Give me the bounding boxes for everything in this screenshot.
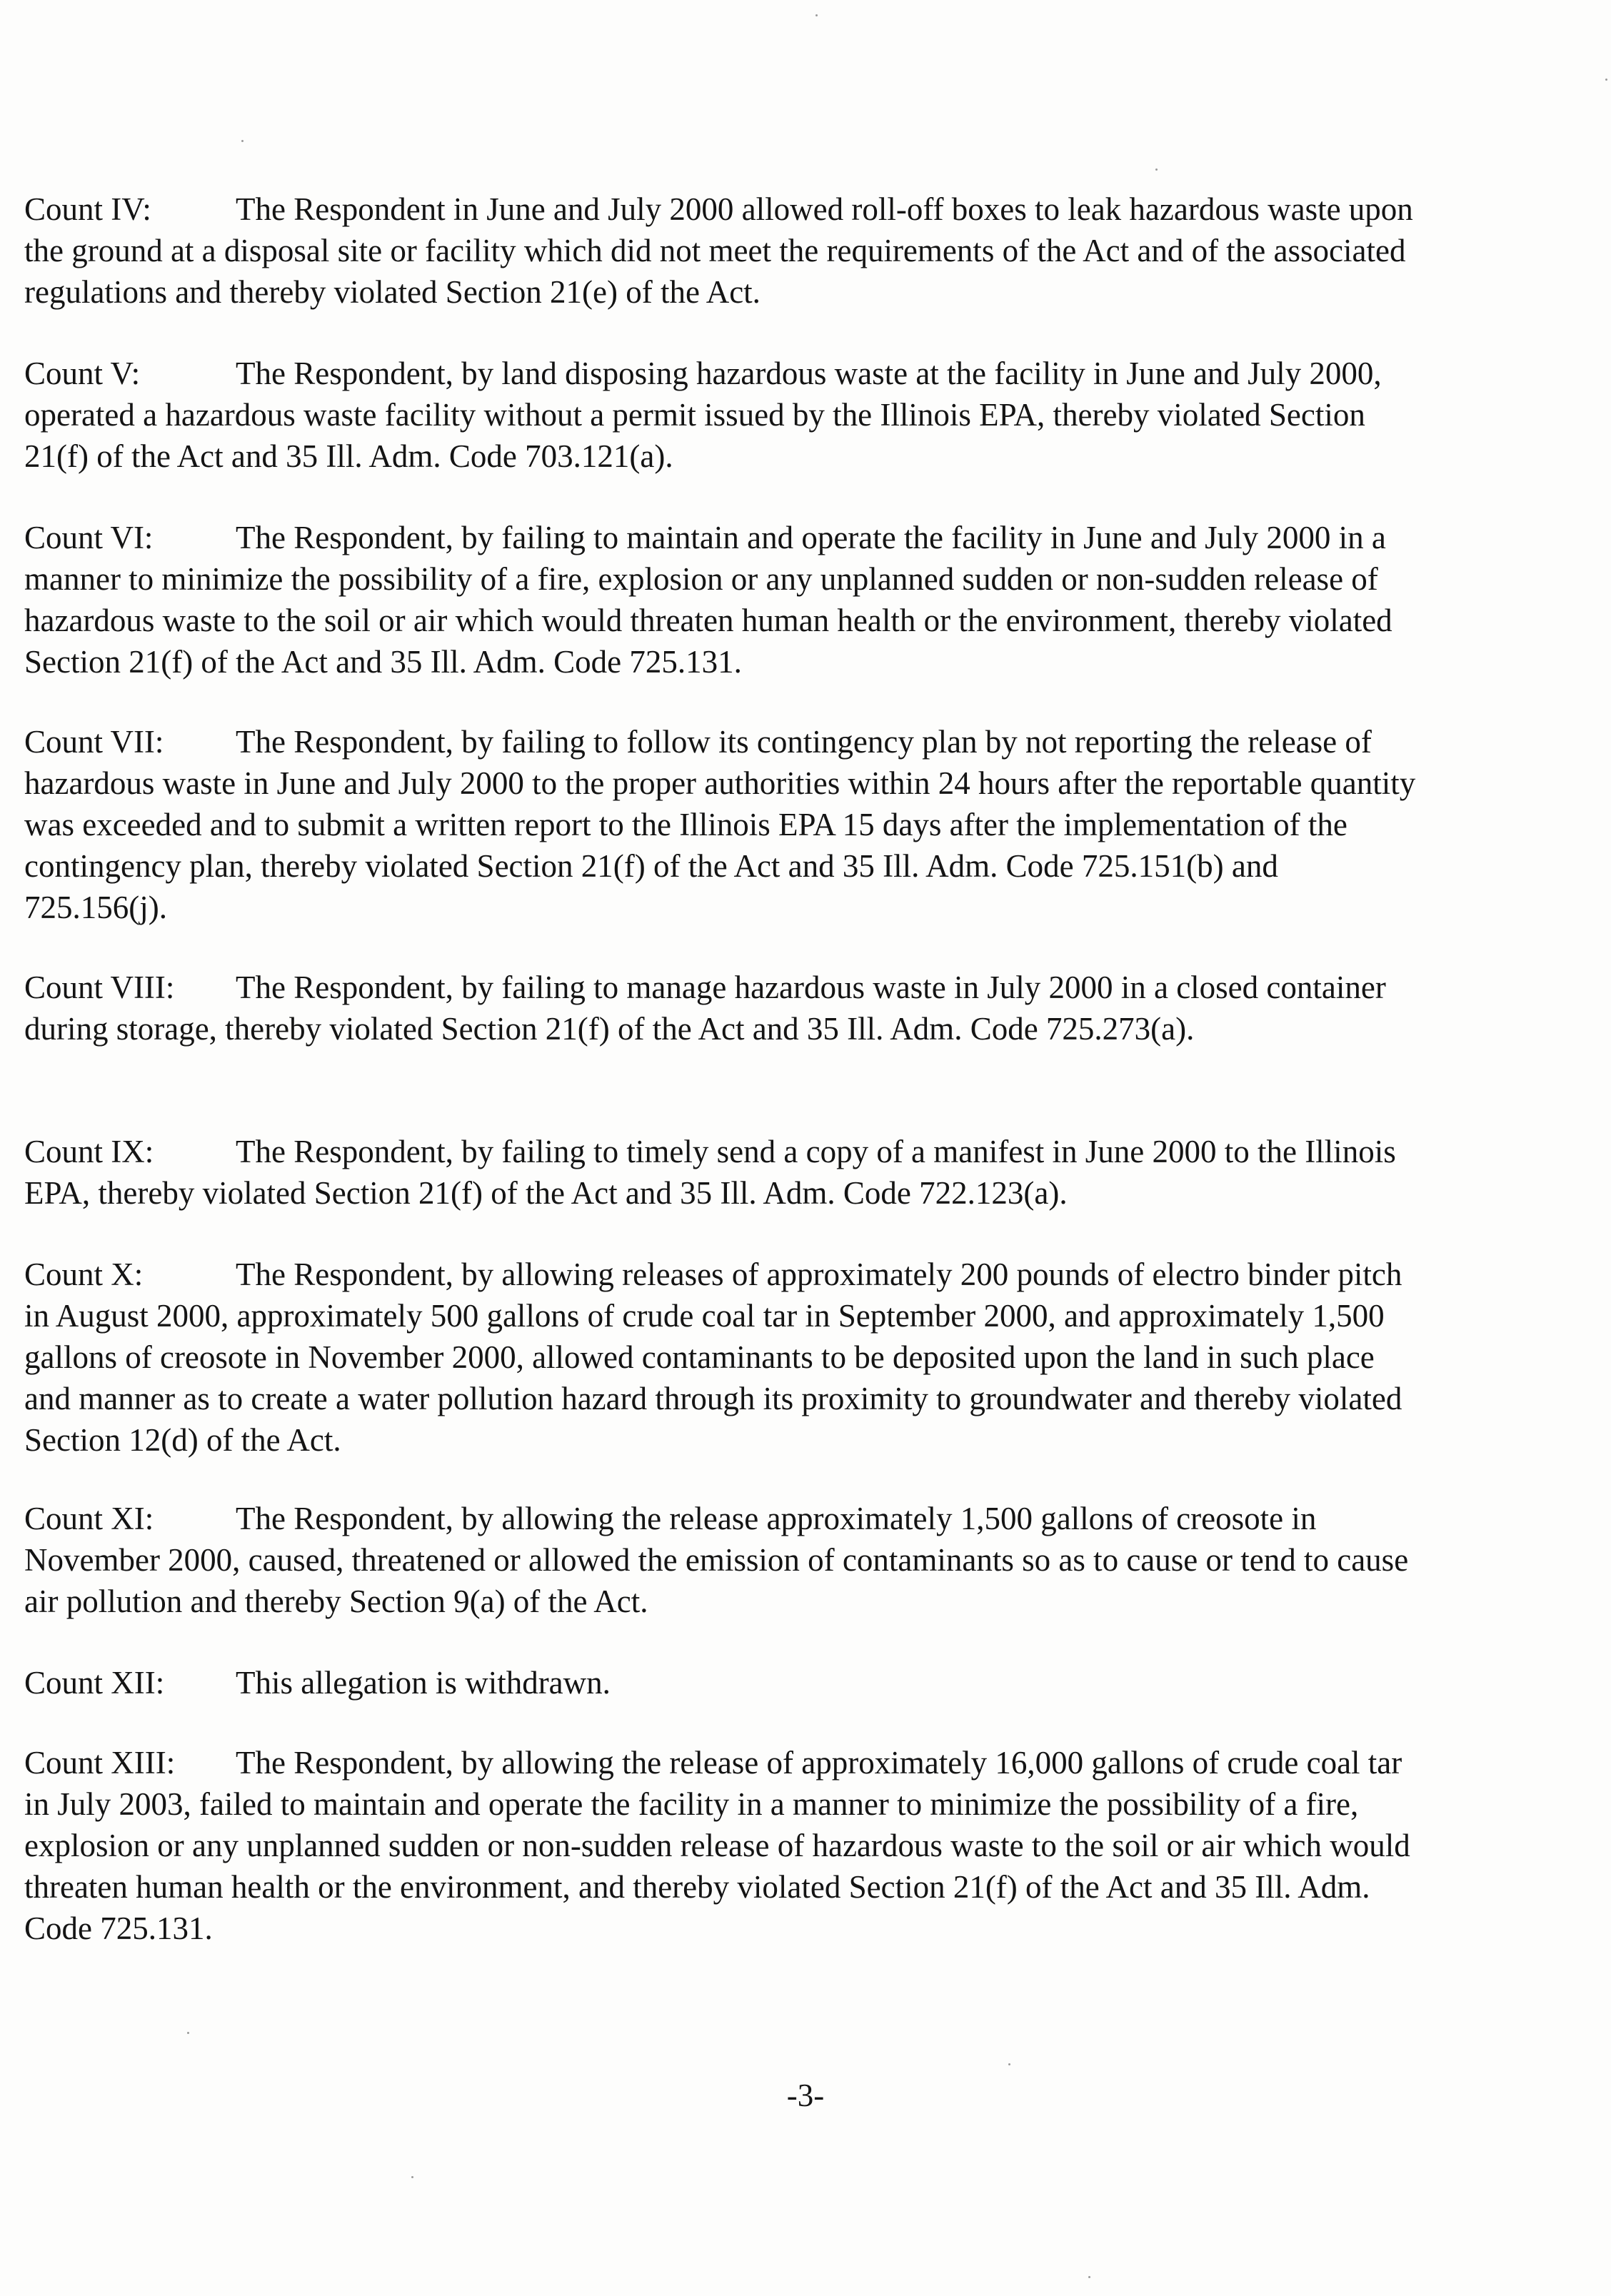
count-paragraph [24, 721, 1417, 928]
count-label: Count IX: [24, 1134, 154, 1169]
count-text: The Respondent, by failing to follow its contingency plan by not reporting the release of hazardous waste in June and July 2000 to the proper authorities within 24 hours after the reportable quantity was exceeded and to submit a written report to the Illinois EPA 15 days after the implementation of the contingency plan, thereby violated Section 21(f) of the Act and 35 Ill. Adm. Code 725.151(b) and 725.156(j). [24, 724, 1416, 925]
count-paragraph [24, 1254, 1417, 1461]
count-text: The Respondent, by failing to manage hazardous waste in July 2000 in a closed container during storage, thereby violated Section 21(f) of the Act and 35 Ill. Adm. Code 725.273(a). [24, 970, 1386, 1047]
scan-speck [411, 2176, 413, 2178]
count-text: The Respondent, by failing to maintain and operate the facility in June and July 2000 in a manner to minimize the possibility of a fire, explosion or any unplanned sudden or non-sudden release of hazardous waste to the soil or air which would threaten human health or the environment, thereby violated Section 21(f) of the Act and 35 Ill. Adm. Code 725.131. [24, 520, 1392, 680]
count-label: Count IV: [24, 191, 151, 227]
count-paragraph [24, 517, 1417, 683]
count-text: The Respondent, by land disposing hazardous waste at the facility in June and July 2000, operated a hazardous waste facility without a permit issued by the Illinois EPA, thereby violated Section 21(f) of the Act and 35 Ill. Adm. Code 703.121(a). [24, 356, 1382, 474]
scan-speck [1605, 79, 1607, 81]
count-label: Count XII: [24, 1665, 165, 1701]
scan-speck [1088, 2276, 1090, 2278]
count-paragraph [24, 1131, 1417, 1214]
count-label: Count XIII: [24, 1745, 176, 1781]
count-label: Count VI: [24, 520, 154, 555]
count-label: Count VII: [24, 724, 164, 760]
count-label: Count VIII: [24, 970, 175, 1005]
scan-speck [241, 140, 244, 142]
count-label: Count X: [24, 1257, 144, 1292]
count-label: Count XI: [24, 1501, 154, 1536]
scan-speck [1155, 168, 1158, 171]
count-text: This allegation is withdrawn. [236, 1665, 611, 1701]
count-text: The Respondent in June and July 2000 allowed roll-off boxes to leak hazardous waste upon the ground at a disposal site or facility which did not meet the requirements of the Act and of the associated regulations and thereby violated Section 21(e) of the Act. [24, 191, 1413, 310]
count-paragraph [24, 1662, 1417, 1703]
count-paragraph [24, 188, 1417, 313]
count-paragraph [24, 1498, 1417, 1622]
page-number: -3- [786, 2078, 825, 2113]
count-paragraph [24, 967, 1417, 1049]
count-paragraph [24, 353, 1417, 477]
scan-speck [1008, 2063, 1010, 2065]
count-text: The Respondent, by failing to timely send a copy of a manifest in June 2000 to the Illinois EPA, thereby violated Section 21(f) of the Act and 35 Ill. Adm. Code 722.123(a). [24, 1134, 1396, 1211]
count-text: The Respondent, by allowing the release approximately 1,500 gallons of creosote in November 2000, caused, threatened or allowed the emission of contaminants so as to cause or tend to cause air pollution and thereby Section 9(a) of the Act. [24, 1501, 1409, 1619]
scan-speck [187, 2032, 189, 2034]
scan-speck [815, 14, 818, 16]
count-paragraph [24, 1742, 1417, 1949]
count-label: Count V: [24, 356, 141, 391]
count-text: The Respondent, by allowing releases of approximately 200 pounds of electro binder pitch in August 2000, approximately 500 gallons of crude coal tar in September 2000, and approximately 1,500 gallons of creosote in November 2000, allowed contaminants to be deposited upon the land in such place and manner as to create a water pollution hazard through its proximity to groundwater and thereby violated Section 12(d) of the Act. [24, 1257, 1402, 1458]
count-text: The Respondent, by allowing the release of approximately 16,000 gallons of crude coal tar in July 2003, failed to maintain and operate the facility in a manner to minimize the possibility of a fire, explosion or any unplanned sudden or non-sudden release of hazardous waste to the soil or air which would threaten human health or the environment, and thereby violated Section 21(f) of the Act and 35 Ill. Adm. Code 725.131. [24, 1745, 1410, 1946]
